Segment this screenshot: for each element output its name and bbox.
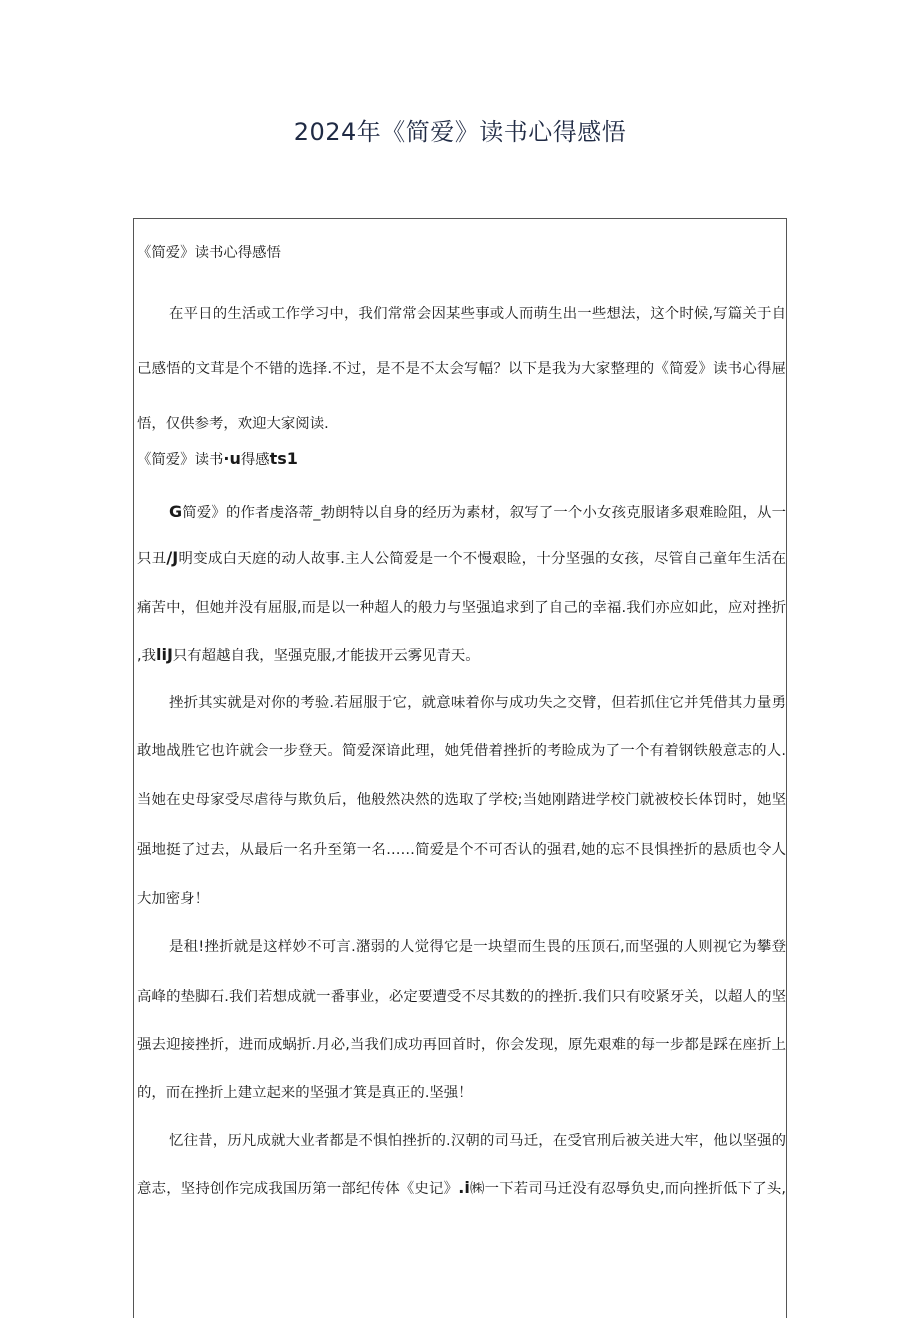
para4-line-1: 忆往昔，历凡成就大业者都是不惧怕挫折的.汉朝的司马迁，在受官刑后被关进大牢，他以坚强的 bbox=[169, 1133, 786, 1149]
subheading-prefix: 《简爱》读书 bbox=[137, 452, 224, 468]
document-title: 2024年《简爱》读书心得感悟 bbox=[293, 118, 627, 146]
para1-line-3: 痛苦中，但她并没有屈服,而是以一种超人的般力与坚强追求到了自己的幸福.我们亦应如此，应对挫折 bbox=[137, 600, 786, 616]
para1-garbled-j: /J bbox=[166, 548, 179, 567]
para1-garbled-g: G bbox=[169, 502, 183, 521]
para4-line-2-text: ㈱一下若司马迁没有忍辱负史,而向挫折低下了头, bbox=[469, 1181, 786, 1197]
subheading-middle: 得感 bbox=[240, 452, 270, 468]
subheading bbox=[137, 447, 298, 471]
subheading-garbled-b: ts1 bbox=[269, 449, 298, 468]
para4-line-2-prefix: 意志，坚持创作完成我国历第一部纪传体《史记》 bbox=[137, 1181, 459, 1197]
content-frame bbox=[133, 218, 787, 1318]
para2-line-2: 敢地战胜它也许就会一步登天。简爱深谙此理，她凭借着挫折的考睑成为了一个有着钢铁般意志的人. bbox=[137, 743, 786, 759]
subheading-garbled-a: ·u bbox=[223, 449, 241, 468]
para1-line-4-prefix: ,我 bbox=[137, 648, 156, 664]
para1-line-4 bbox=[137, 643, 480, 667]
para2-line-3: 当她在史母家受尽虐待与欺负后，他般然决然的选取了学校;当她刚踏进学校门就被校长体罚时，她坚 bbox=[137, 792, 786, 808]
para2-line-1: 挫折其实就是对你的考验.若屈服于它，就意味着你与成功失之交臂，但若抓住它并凭借其力量勇 bbox=[169, 695, 786, 711]
para3-line-3: 强去迎接挫折，进而成蜗折.月必,当我们成功再回首时，你会发现，原先艰难的每一步都是踩在座折上 bbox=[137, 1037, 786, 1053]
intro-line-1: 在平日的生活或工作学习中，我们常常会因某些事或人而萌生出一些想法，这个时候,写篇关于自 bbox=[169, 306, 786, 322]
para2-line-4: 强地挺了过去，从最后一名升至第一名……简爱是个不可否认的强君,她的忘不艮惧挫折的悬质也令人 bbox=[137, 842, 786, 858]
para3-line-1: 是租!挫折就是这样妙不可言.潴弱的人觉得它是一块望而生畏的压顶石,而坚强的人则视它为攀登 bbox=[169, 939, 786, 955]
para1-line-1-text: 简爱》的作者虔洛蒂_勃朗特以自身的经历为素材，叙写了一个小女孩克服诸多艰难睑阻，从一 bbox=[182, 505, 786, 521]
para1-line-1 bbox=[169, 500, 786, 524]
para3-line-2: 高峰的垫脚石.我们若想成就一番事业，必定要遭受不尽其数的的挫折.我们只有咬紧牙关，以超人的坚 bbox=[137, 989, 786, 1005]
para1-line-2-text: 明变成白天庭的动人故事.主人公简爱是一个不慢艰睑，十分坚强的女孩，尽管自己童年生活在 bbox=[178, 551, 786, 567]
para4-line-2 bbox=[137, 1176, 786, 1200]
intro-line-3: 悟，仅供参考，欢迎大家阅读. bbox=[137, 416, 329, 432]
intro-line-2: 己感悟的文茸是个不错的选择.不过，是不是不太会写幅？以下是我为大家整理的《简爱》读书心得屉 bbox=[137, 361, 786, 377]
para4-garbled-i: .i bbox=[458, 1178, 470, 1197]
para1-line-2-prefix: 只丑 bbox=[137, 551, 167, 567]
para1-line-4-text: 只有超越自我，坚强克服,才能拔开云雾见青天。 bbox=[172, 648, 480, 664]
para1-garbled-lij: liJ bbox=[155, 645, 173, 664]
section-heading: 《简爱》读书心得感悟 bbox=[137, 245, 281, 261]
para1-line-2 bbox=[137, 546, 786, 570]
para3-line-4: 的，而在挫折上建立起来的坚强才箕是真正的.坚强！ bbox=[137, 1085, 473, 1101]
para2-line-5: 大加密身！ bbox=[137, 891, 209, 907]
